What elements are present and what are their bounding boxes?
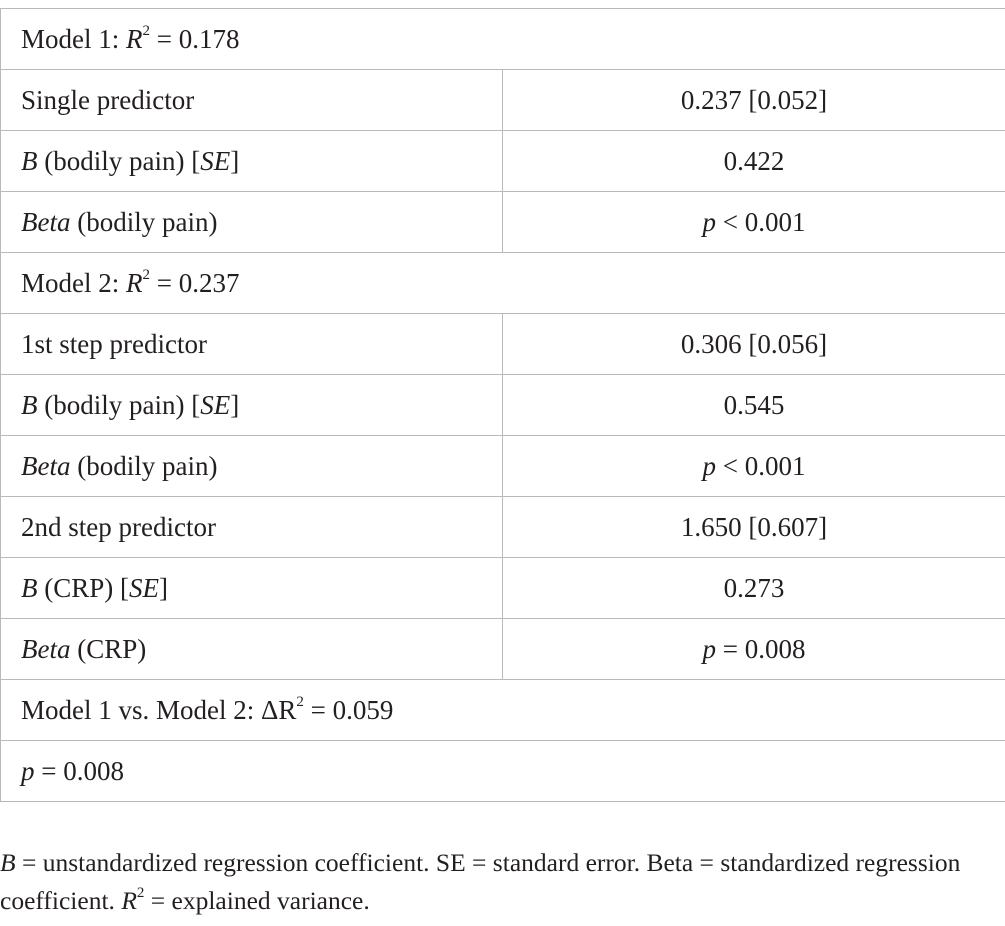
comparison-p-row [1,741,1005,802]
table-row [1,314,1005,375]
row-label: B (bodily pain) [SE] [1,131,503,192]
r-superscript: 2 [142,23,150,39]
comparison-p-cell: p = 0.008 [1,741,1005,802]
row-value: 0.237 [0.052] [503,70,1005,131]
row-label: 1st step predictor [1,314,503,375]
model2-r2-value: = 0.237 [150,268,240,298]
table-row [1,375,1005,436]
row-value: p < 0.001 [503,192,1005,253]
row-label: B (CRP) [SE] [1,558,503,619]
r-symbol: R [126,268,143,298]
comparison-cell: Model 1 vs. Model 2: $\Delta R^2 = 0.059$ [1,680,1005,741]
row-label: Beta (bodily pain) [1,436,503,497]
table-row [1,131,1005,192]
comparison-row [1,680,1005,741]
row-value: 1.650 [0.607] [503,497,1005,558]
footnote-line-2: coefficient. $R^2$ = explained variance. [0,884,370,915]
row-label: Beta (bodily pain) [1,192,503,253]
table-row [1,497,1005,558]
model2-prefix: Model 2: [21,268,126,298]
row-value: 0.306 [0.056] [503,314,1005,375]
row-value: p < 0.001 [503,436,1005,497]
row-label: Beta (CRP) [1,619,503,680]
table-row [1,70,1005,131]
row-value: 0.273 [503,558,1005,619]
row-value: 0.545 [503,375,1005,436]
row-value: 0.422 [503,131,1005,192]
table-footnote [0,844,1005,920]
model1-header-row [1,9,1005,70]
model2-header-cell [1,253,1005,314]
row-value: p = 0.008 [503,619,1005,680]
model2-header-row [1,253,1005,314]
footnote-line-1: B = unstandardized regression coefficient. SE = standard error. Beta = standardized regression [0,848,961,877]
r-superscript: 2 [142,267,150,283]
model1-r2-value: = 0.178 [150,24,240,54]
row-label: 2nd step predictor [1,497,503,558]
model1-header-cell [1,9,1005,70]
table-row [1,192,1005,253]
row-label: B (bodily pain) [SE] [1,375,503,436]
r-symbol: R [126,24,143,54]
row-label: Single predictor [1,70,503,131]
regression-table [0,8,1005,802]
model1-prefix: Model 1: [21,24,126,54]
table-row [1,558,1005,619]
table-row [1,436,1005,497]
table-row [1,619,1005,680]
